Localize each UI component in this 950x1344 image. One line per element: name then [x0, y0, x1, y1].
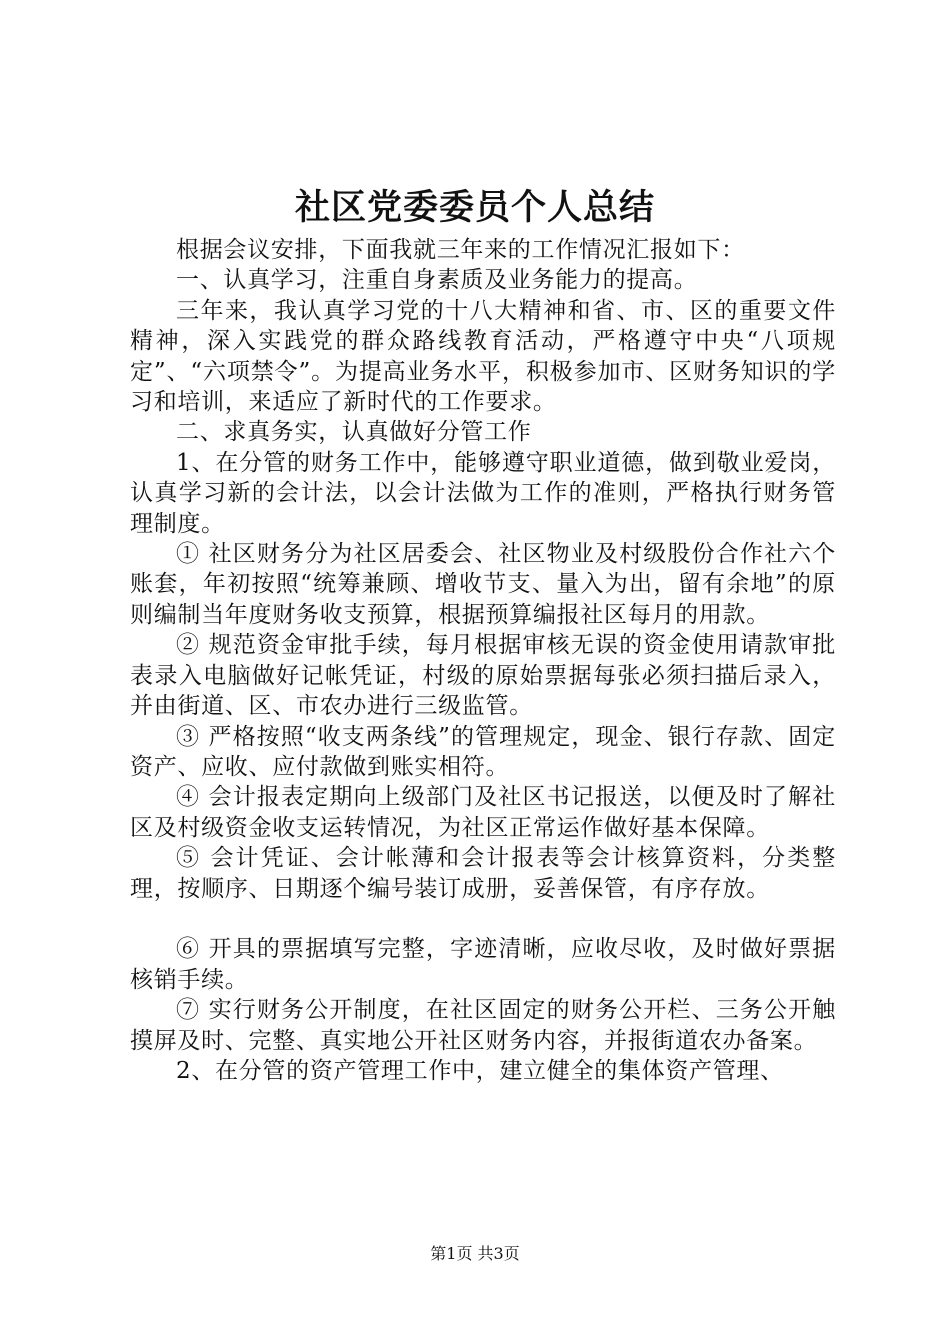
paragraph-item-3: ③ 严格按照“收支两条线”的管理规定，现金、银行存款、固定资产、应收、应付款做到账实相符。: [130, 723, 836, 780]
document-body: [130, 235, 836, 1086]
paragraph-asset-work: 2、在分管的资产管理工作中，建立健全的集体资产管理、: [176, 1057, 784, 1084]
paragraph-item-1: ① 社区财务分为社区居委会、社区物业及村级股份合作社六个账套，年初按照“统筹兼顾、增收节支、量入为出，留有余地”的原则编制当年度财务收支预算，根据预算编报社区每月的用款。: [130, 541, 836, 628]
page-number-footer: 第1页 共3页: [430, 1244, 520, 1263]
document-title: 社区党委委员个人总结: [294, 187, 655, 228]
paragraph-item-5: ⑤ 会计凭证、会计帐薄和会计报表等会计核算资料，分类整理，按顺序、日期逐个编号装订成册，妥善保管，有序存放。: [130, 845, 836, 902]
paragraph-heading-1: 一、认真学习，注重自身素质及业务能力的提高。: [176, 267, 698, 294]
paragraph-finance-work: 1、在分管的财务工作中，能够遵守职业道德，做到敬业爱岗，认真学习新的会计法，以会计法做为工作的准则，严格执行财务管理制度。: [130, 449, 836, 537]
paragraph-item-4: ④ 会计报表定期向上级部门及社区书记报送，以便及时了解社区及村级资金收支运转情况，为社区正常运作做好基本保障。: [130, 784, 836, 841]
paragraph-study: 三年来，我认真学习党的十八大精神和省、市、区的重要文件精神，深入实践党的群众路线教育活动，严格遵守中央“八项规定”、“六项禁令”。为提高业务水平，积极参加市、区财务知识的学习和培训，来适应了新时代的工作要求。: [130, 297, 836, 416]
paragraph-item-6: ⑥ 开具的票据填写完整，字迹清晰，应收尽收，及时做好票据核销手续。: [130, 936, 836, 993]
paragraph-item-2: ② 规范资金审批手续，每月根据审核无误的资金使用请款审批表录入电脑做好记帐凭证，村级的原始票据每张必须扫描后录入，并由街道、区、市农办进行三级监管。: [130, 632, 836, 720]
paragraph-heading-2: 二、求真务实，认真做好分管工作: [176, 419, 532, 446]
paragraph-intro: 根据会议安排，下面我就三年来的工作情况汇报如下：: [176, 237, 745, 263]
paragraph-item-7: ⑦ 实行财务公开制度，在社区固定的财务公开栏、三务公开触摸屏及时、完整、真实地公开社区财务内容，并报街道农办备案。: [130, 997, 836, 1054]
